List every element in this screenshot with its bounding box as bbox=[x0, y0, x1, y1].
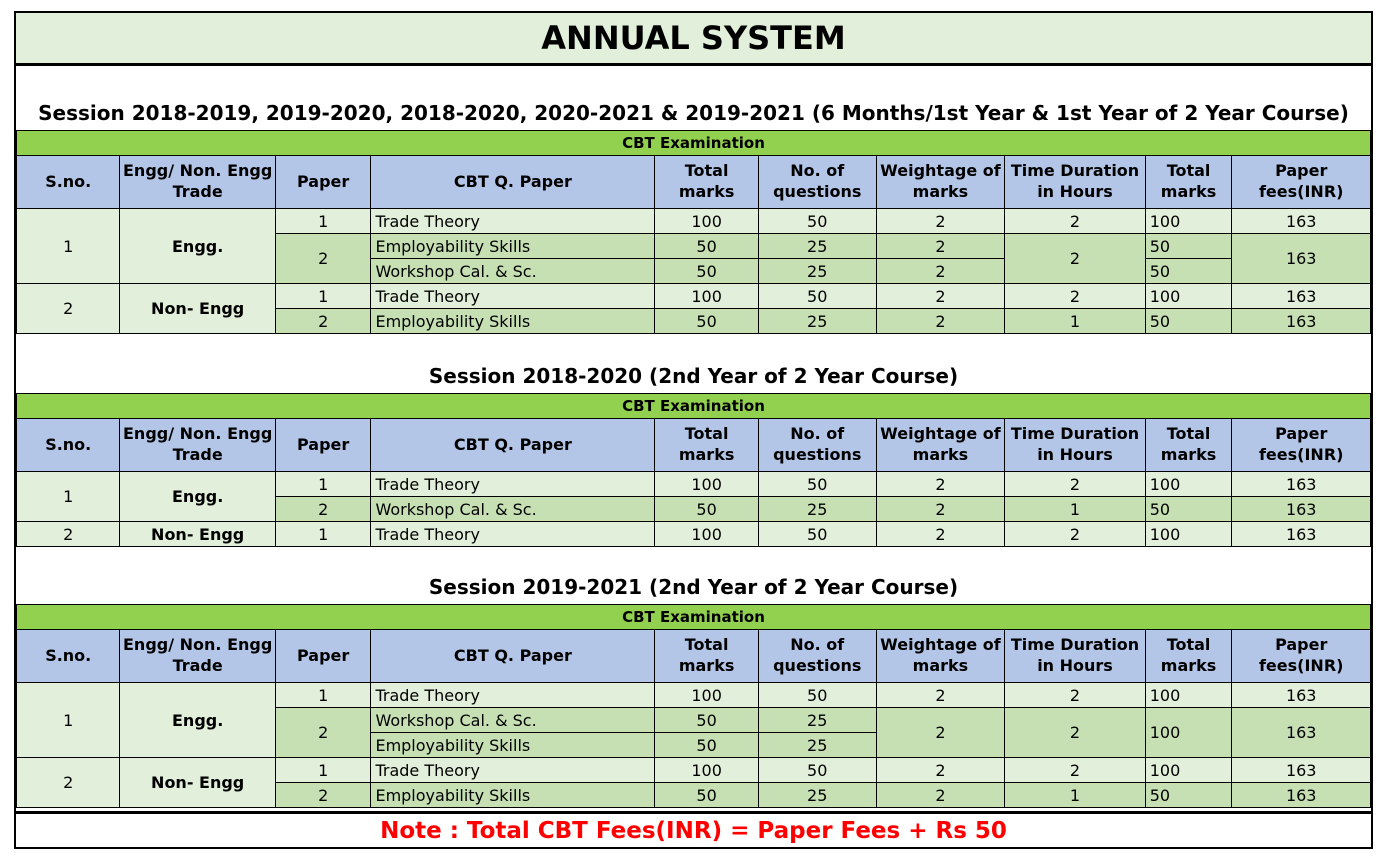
cell-questions: 50 bbox=[758, 209, 876, 234]
header-weightage: Weightage of marks bbox=[876, 419, 1005, 472]
cell-duration: 1 bbox=[1005, 497, 1145, 522]
cell-duration: 1 bbox=[1005, 783, 1145, 808]
cell-fees: 163 bbox=[1232, 309, 1371, 334]
cell-duration: 2 bbox=[1005, 522, 1145, 547]
cell-weightage: 2 bbox=[876, 758, 1005, 783]
cell-fees: 163 bbox=[1232, 284, 1371, 309]
cell-total: 50 bbox=[655, 309, 759, 334]
cell-trade: Engg. bbox=[120, 683, 275, 758]
header-trade: Engg/ Non. Engg Trade bbox=[120, 419, 275, 472]
cell-sno: 2 bbox=[17, 522, 120, 547]
table-row bbox=[17, 209, 1371, 234]
cell-fees: 163 bbox=[1232, 234, 1371, 284]
header-total-marks: Total marks bbox=[655, 630, 759, 683]
header-paper: Paper bbox=[275, 630, 371, 683]
cell-trade: Non- Engg bbox=[120, 284, 275, 334]
cell-sno: 2 bbox=[17, 284, 120, 334]
header-paper: Paper bbox=[275, 419, 371, 472]
cell-weightage: 2 bbox=[876, 683, 1005, 708]
cell-total-2: 100 bbox=[1145, 522, 1232, 547]
header-no-of-questions: No. of questions bbox=[758, 419, 876, 472]
cell-q-paper: Workshop Cal. & Sc. bbox=[371, 708, 655, 733]
cell-total: 100 bbox=[655, 758, 759, 783]
cell-fees: 163 bbox=[1232, 758, 1371, 783]
header-cbt-q-paper: CBT Q. Paper bbox=[371, 419, 655, 472]
header-sno: S.no. bbox=[17, 156, 120, 209]
cell-questions: 50 bbox=[758, 522, 876, 547]
cell-q-paper: Trade Theory bbox=[371, 758, 655, 783]
section-1-table bbox=[16, 130, 1371, 334]
section-3-table bbox=[16, 604, 1371, 808]
cell-duration: 2 bbox=[1005, 472, 1145, 497]
cell-trade: Engg. bbox=[120, 472, 275, 522]
table-row bbox=[17, 758, 1371, 783]
header-sno: S.no. bbox=[17, 630, 120, 683]
cell-fees: 163 bbox=[1232, 522, 1371, 547]
table-row bbox=[17, 683, 1371, 708]
cell-total-2: 100 bbox=[1145, 284, 1232, 309]
cell-paper: 1 bbox=[275, 683, 371, 708]
cell-paper: 2 bbox=[275, 309, 371, 334]
cell-sno: 1 bbox=[17, 683, 120, 758]
cell-q-paper: Trade Theory bbox=[371, 683, 655, 708]
cell-total: 100 bbox=[655, 472, 759, 497]
cell-total: 100 bbox=[655, 284, 759, 309]
cell-trade: Engg. bbox=[120, 209, 275, 284]
cbt-examination-label: CBT Examination bbox=[17, 605, 1371, 630]
cell-weightage: 2 bbox=[876, 209, 1005, 234]
header-no-of-questions: No. of questions bbox=[758, 630, 876, 683]
cell-trade: Non- Engg bbox=[120, 522, 275, 547]
cell-trade: Non- Engg bbox=[120, 758, 275, 808]
cell-questions: 25 bbox=[758, 497, 876, 522]
cell-weightage: 2 bbox=[876, 472, 1005, 497]
header-paper-fees: Paper fees(INR) bbox=[1232, 419, 1371, 472]
cell-total: 50 bbox=[655, 733, 759, 758]
section-2-heading: Session 2018-2020 (2nd Year of 2 Year Course) bbox=[428, 364, 959, 388]
cell-questions: 25 bbox=[758, 733, 876, 758]
cell-paper: 2 bbox=[275, 708, 371, 758]
cell-duration: 2 bbox=[1005, 209, 1145, 234]
cell-weightage: 2 bbox=[876, 259, 1005, 284]
header-paper: Paper bbox=[275, 156, 371, 209]
cell-questions: 50 bbox=[758, 472, 876, 497]
header-total-marks-2: Total marks bbox=[1145, 156, 1232, 209]
cell-total: 50 bbox=[655, 783, 759, 808]
cell-q-paper: Workshop Cal. & Sc. bbox=[371, 259, 655, 284]
cell-questions: 50 bbox=[758, 758, 876, 783]
header-total-marks: Total marks bbox=[655, 156, 759, 209]
header-cbt-q-paper: CBT Q. Paper bbox=[371, 156, 655, 209]
cell-total-2: 50 bbox=[1145, 234, 1232, 259]
cell-total-2: 50 bbox=[1145, 783, 1232, 808]
cell-total: 50 bbox=[655, 234, 759, 259]
cell-duration: 1 bbox=[1005, 309, 1145, 334]
cell-q-paper: Employability Skills bbox=[371, 234, 655, 259]
cell-duration: 2 bbox=[1005, 683, 1145, 708]
cell-questions: 50 bbox=[758, 284, 876, 309]
header-duration: Time Duration in Hours bbox=[1005, 156, 1145, 209]
header-trade: Engg/ Non. Engg Trade bbox=[120, 630, 275, 683]
cell-weightage: 2 bbox=[876, 708, 1005, 758]
cell-paper: 2 bbox=[275, 497, 371, 522]
cell-duration: 2 bbox=[1005, 758, 1145, 783]
cell-weightage: 2 bbox=[876, 783, 1005, 808]
header-cbt-q-paper: CBT Q. Paper bbox=[371, 630, 655, 683]
cell-fees: 163 bbox=[1232, 472, 1371, 497]
cell-paper: 1 bbox=[275, 758, 371, 783]
cell-total: 50 bbox=[655, 497, 759, 522]
header-sno: S.no. bbox=[17, 419, 120, 472]
cell-q-paper: Employability Skills bbox=[371, 783, 655, 808]
cell-fees: 163 bbox=[1232, 683, 1371, 708]
header-paper-fees: Paper fees(INR) bbox=[1232, 630, 1371, 683]
cell-q-paper: Trade Theory bbox=[371, 284, 655, 309]
section-2-table bbox=[16, 393, 1371, 547]
header-weightage: Weightage of marks bbox=[876, 156, 1005, 209]
cell-questions: 25 bbox=[758, 234, 876, 259]
header-total-marks-2: Total marks bbox=[1145, 419, 1232, 472]
section-1-heading: Session 2018-2019, 2019-2020, 2018-2020, 2020-2021 & 2019-2021 (6 Months/1st Year & 1st Year of 2 Year Course) bbox=[38, 101, 1349, 125]
cell-total-2: 100 bbox=[1145, 209, 1232, 234]
header-paper-fees: Paper fees(INR) bbox=[1232, 156, 1371, 209]
cell-paper: 1 bbox=[275, 209, 371, 234]
cell-sno: 2 bbox=[17, 758, 120, 808]
cell-total-2: 50 bbox=[1145, 259, 1232, 284]
cell-weightage: 2 bbox=[876, 284, 1005, 309]
cell-total: 100 bbox=[655, 683, 759, 708]
cell-total-2: 100 bbox=[1145, 758, 1232, 783]
cbt-examination-label: CBT Examination bbox=[17, 394, 1371, 419]
annual-system-sheet bbox=[14, 11, 1373, 849]
cell-questions: 25 bbox=[758, 309, 876, 334]
cell-questions: 50 bbox=[758, 683, 876, 708]
cell-weightage: 2 bbox=[876, 234, 1005, 259]
table-row bbox=[17, 522, 1371, 547]
cell-sno: 1 bbox=[17, 209, 120, 284]
cell-weightage: 2 bbox=[876, 309, 1005, 334]
cell-weightage: 2 bbox=[876, 497, 1005, 522]
header-no-of-questions: No. of questions bbox=[758, 156, 876, 209]
cell-fees: 163 bbox=[1232, 497, 1371, 522]
header-trade: Engg/ Non. Engg Trade bbox=[120, 156, 275, 209]
cell-duration: 2 bbox=[1005, 708, 1145, 758]
table-row bbox=[17, 284, 1371, 309]
cell-paper: 1 bbox=[275, 522, 371, 547]
cell-duration: 2 bbox=[1005, 234, 1145, 284]
cell-total-2: 100 bbox=[1145, 683, 1232, 708]
cell-fees: 163 bbox=[1232, 708, 1371, 758]
cell-paper: 1 bbox=[275, 284, 371, 309]
cell-q-paper: Employability Skills bbox=[371, 733, 655, 758]
cell-paper: 2 bbox=[275, 783, 371, 808]
header-total-marks: Total marks bbox=[655, 419, 759, 472]
cell-q-paper: Trade Theory bbox=[371, 522, 655, 547]
cell-duration: 2 bbox=[1005, 284, 1145, 309]
cell-total: 50 bbox=[655, 259, 759, 284]
section-3-heading: Session 2019-2021 (2nd Year of 2 Year Course) bbox=[428, 575, 959, 599]
cell-q-paper: Trade Theory bbox=[371, 472, 655, 497]
cell-total: 100 bbox=[655, 209, 759, 234]
header-duration: Time Duration in Hours bbox=[1005, 630, 1145, 683]
cell-total-2: 100 bbox=[1145, 708, 1232, 758]
fees-note: Note : Total CBT Fees(INR) = Paper Fees + Rs 50 bbox=[16, 811, 1371, 848]
cell-total: 100 bbox=[655, 522, 759, 547]
cell-total-2: 50 bbox=[1145, 497, 1232, 522]
cell-q-paper: Employability Skills bbox=[371, 309, 655, 334]
cell-paper: 1 bbox=[275, 472, 371, 497]
cell-total-2: 50 bbox=[1145, 309, 1232, 334]
cell-fees: 163 bbox=[1232, 209, 1371, 234]
cbt-examination-label: CBT Examination bbox=[17, 131, 1371, 156]
header-total-marks-2: Total marks bbox=[1145, 630, 1232, 683]
cell-total: 50 bbox=[655, 708, 759, 733]
cell-weightage: 2 bbox=[876, 522, 1005, 547]
cell-questions: 25 bbox=[758, 783, 876, 808]
header-duration: Time Duration in Hours bbox=[1005, 419, 1145, 472]
cell-fees: 163 bbox=[1232, 783, 1371, 808]
page-title: ANNUAL SYSTEM bbox=[16, 13, 1371, 66]
cell-q-paper: Workshop Cal. & Sc. bbox=[371, 497, 655, 522]
cell-questions: 25 bbox=[758, 259, 876, 284]
cell-paper: 2 bbox=[275, 234, 371, 284]
table-row bbox=[17, 472, 1371, 497]
cell-sno: 1 bbox=[17, 472, 120, 522]
header-weightage: Weightage of marks bbox=[876, 630, 1005, 683]
cell-total-2: 100 bbox=[1145, 472, 1232, 497]
cell-questions: 25 bbox=[758, 708, 876, 733]
cell-q-paper: Trade Theory bbox=[371, 209, 655, 234]
